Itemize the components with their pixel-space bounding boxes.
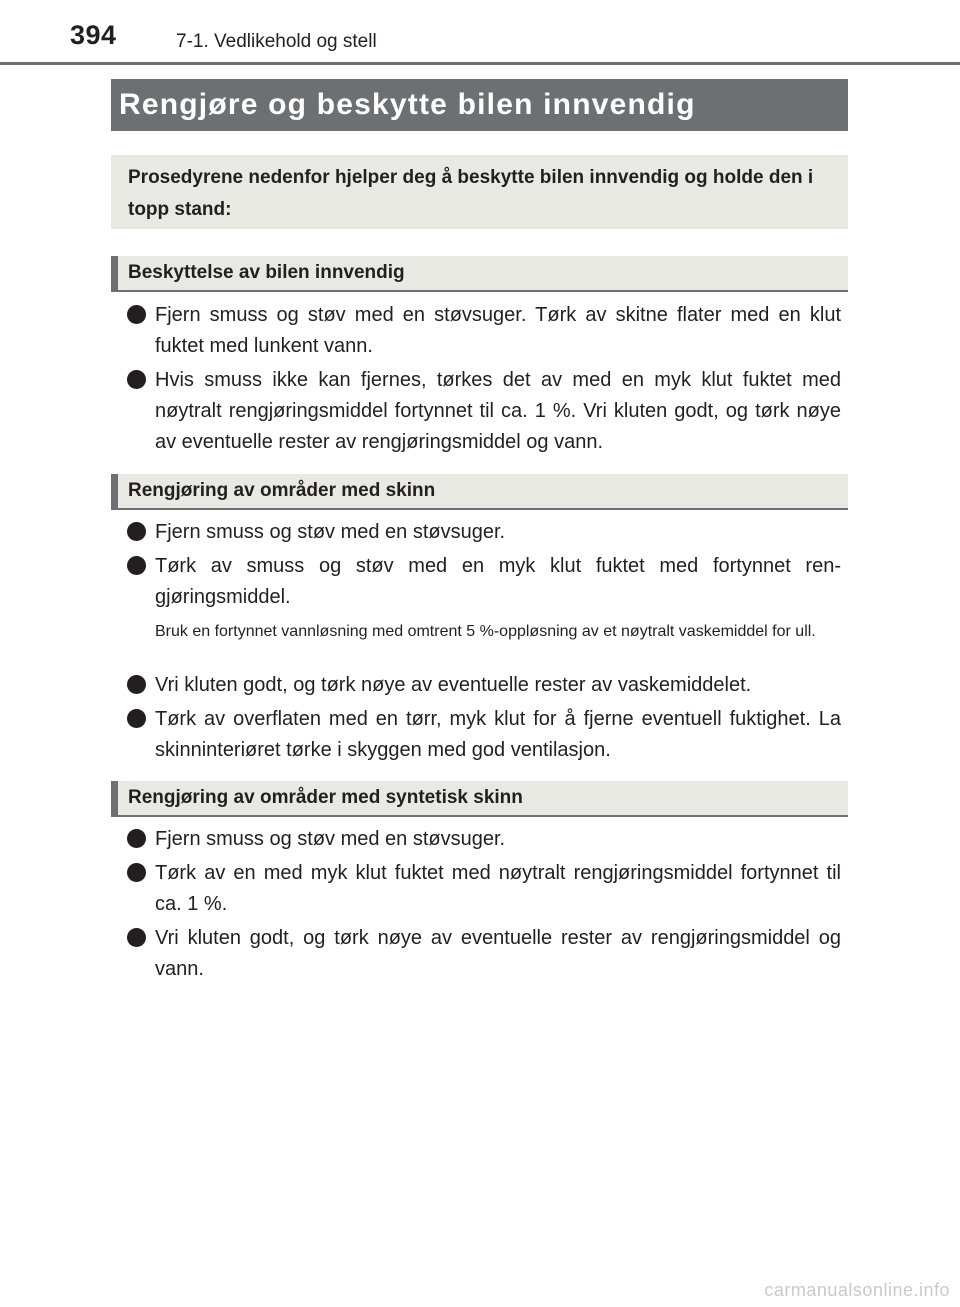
list-item-text: Hvis smuss ikke kan fjernes, tørkes det av med en myk klut fuktet med nøytralt rengjøringsmiddel fortynnet til ca. 1 %. Vri kluten godt, og tørk nøye av eventuelle rester av rengjøringsmiddel og vann. [155, 369, 841, 453]
bullet-icon [127, 675, 146, 694]
intro-box [111, 155, 848, 229]
list-item-text: Tørk av overflaten med en tørr, myk klut for å fjerne eventuell fuktighet. La skinninteriøret tørke i skyggen med god ventilasjon. [155, 708, 841, 761]
watermark: carmanualsonline.info [764, 1280, 950, 1300]
list-item-text: Tørk av smuss og støv med en myk klut fuktet med fortynnet rengjøringsmiddel. [155, 555, 841, 608]
list-item [127, 551, 841, 613]
note-text: Bruk en fortynnet vannløsning med omtrent 5 %-oppløsning av et nøytralt vaskemiddel for ull. [155, 623, 816, 640]
bullet-icon [127, 305, 146, 324]
list-item [127, 704, 841, 766]
list-item-text: Vri kluten godt, og tørk nøye av eventuelle rester av rengjøringsmiddel og vann. [155, 927, 841, 980]
list-item-text: Tørk av en med myk klut fuktet med nøytralt rengjøringsmiddel fortynnet til ca. 1 %. [155, 862, 841, 915]
section-heading-protection [111, 256, 848, 292]
bullet-icon [127, 863, 146, 882]
bullet-icon [127, 370, 146, 389]
bullet-icon [127, 829, 146, 848]
list-item-text: Fjern smuss og støv med en støvsuger. [155, 521, 506, 543]
list-item [127, 858, 841, 920]
page-title: Rengjøre og beskytte bilen innvendig [119, 88, 696, 121]
bullet-icon [127, 556, 146, 575]
bullet-icon [127, 709, 146, 728]
bullet-icon [127, 928, 146, 947]
section-reference: 7-1. Vedlikehold og stell [176, 31, 377, 52]
list-item [127, 517, 841, 548]
list-item-text: Vri kluten godt, og tørk nøye av eventuelle rester av vaskemiddelet. [155, 674, 752, 696]
page-number: 394 [70, 20, 117, 50]
list-item-text: Fjern smuss og støv med en støvsuger. [155, 828, 506, 850]
section-heading-leather [111, 474, 848, 510]
page-title-bar [111, 79, 848, 131]
page-header [0, 0, 960, 64]
list-item [127, 923, 841, 985]
header-divider [0, 62, 960, 65]
list-item-text: Fjern smuss og støv med en støvsuger. Tørk av skitne flater med en klut fuktet med lunkent vann. [155, 304, 841, 357]
section-heading-synthetic-leather [111, 781, 848, 817]
list-item [127, 365, 841, 458]
heading-accent-bar [111, 256, 118, 290]
list-item [127, 300, 841, 362]
intro-text: Prosedyrene nedenfor hjelper deg å beskytte bilen innvendig og holde den i topp stand: [128, 167, 814, 220]
list-item [127, 670, 841, 701]
heading-accent-bar [111, 781, 118, 815]
section-heading-label: Rengjøring av områder med syntetisk skinn [128, 787, 523, 808]
bullet-icon [127, 522, 146, 541]
section-heading-label: Rengjøring av områder med skinn [128, 480, 436, 501]
list-item [127, 824, 841, 855]
section-heading-label: Beskyttelse av bilen innvendig [128, 262, 405, 283]
heading-accent-bar [111, 474, 118, 508]
